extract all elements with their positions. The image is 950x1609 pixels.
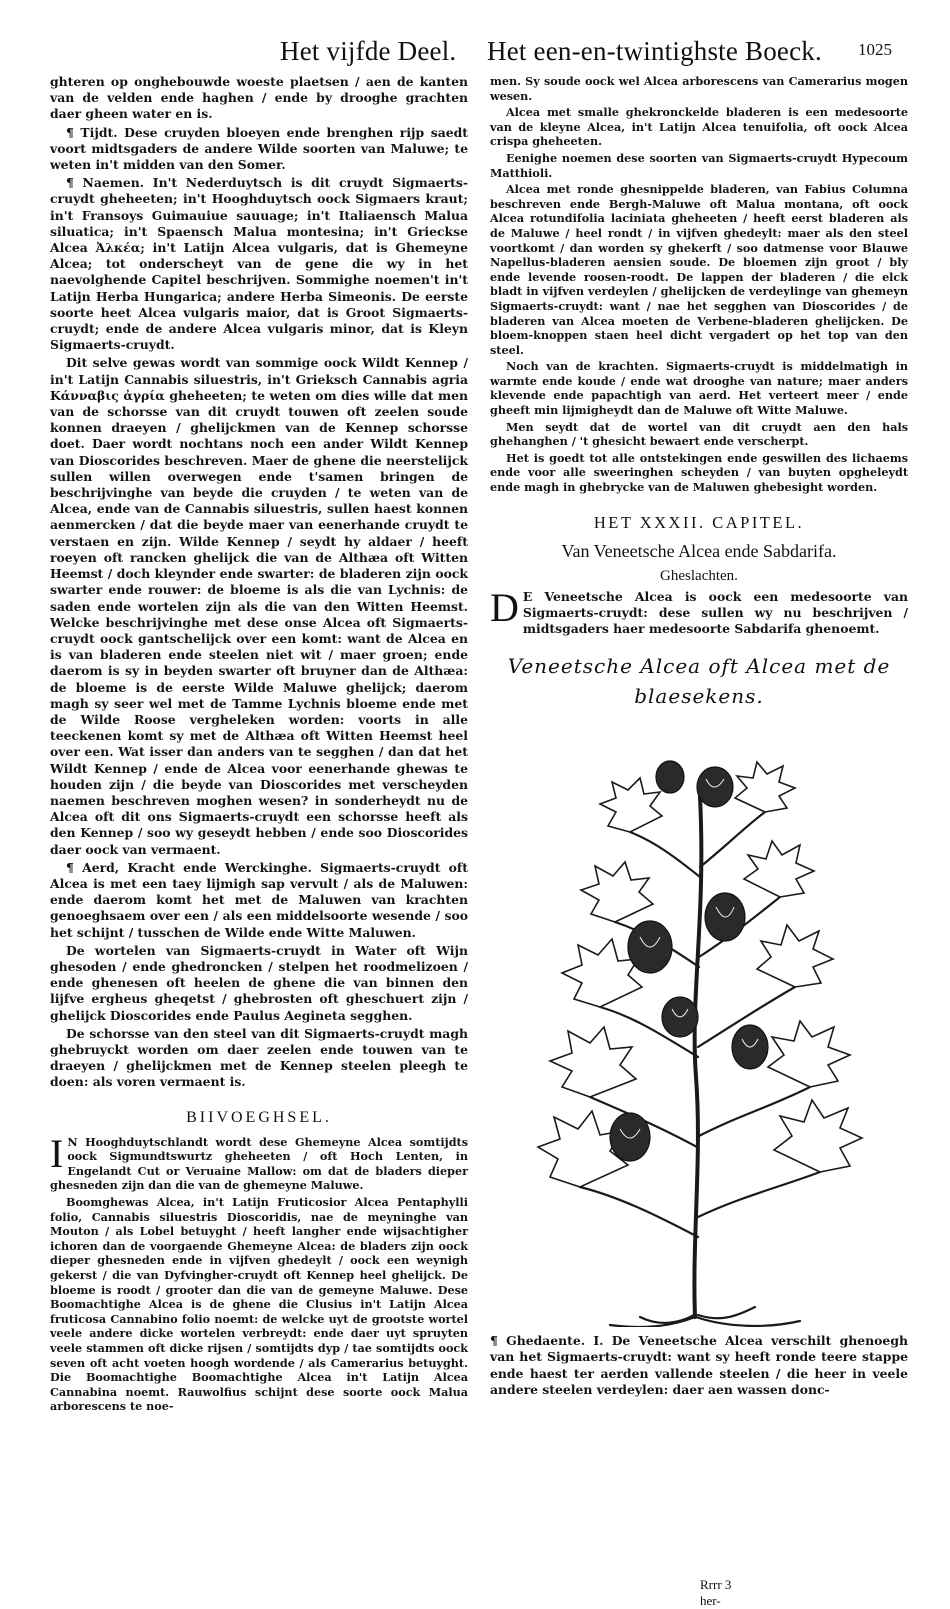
running-head-right: Het een-en-twintighste Boeck.	[487, 36, 822, 66]
signature-mark: Rrrr 3	[700, 1577, 732, 1592]
left-column	[50, 74, 468, 1416]
paragraph-wild-hemp: Dit selve gewas wordt van sommige oock Wildt Kennep / in't Latijn Cannabis siluestris, in't Grieksch Cannabis agria Κάνναβις ἀγρία gheheeten; te weten om dies wille dat men van de schorsse van dit cruydt touwen oft zeelen soude konnen draeyen / ghelijckmen van de Kennep schorsse doet. Daer wordt nochtans noch een ander Wildt Kennep van Dioscorides beschreven. Maer de ghene die neerstelijck sullen willen overwegen ende t'samen bringen de beschrijvinghe van beyde die cruyden / te weten van de Alcea, ende van de Cannabis siluestris, sullen haest konnen aenmercken / dat die beyde maer van eenerhande cruydt te verstaen en zijn. Wilde Kennep / seydt hy aldaer / heeft roeyen oft rancken ghelijck die van de Althæa oft Witten Heemst / doch kleynder ende swarter: de bladeren zijn oock swarter ende rouwer: de bloeme is als die van Lychnis: de saden ende wortelen zijn als die van den Witten Heemst. Welcke beschrijvinghe met dese onse Alcea oft Sigmaerts-cruydt oock gantschelijck over een komt: want de Alcea en is van bladeren ende steelen niet wit / maer groen; ende daerom is sy in beyden swarter oft bruyner dan de Althæa: de bloeme is de eerste Wilde Maluwe ghelijck; daerom magh sy seer wel met de Tamme Lychnis bloeme ende met de Wilde Roose vergheleken worden: voorts in alle teeckenen komt sy met de Althæa oft Witten Heemst heel over een. Wat isser dan anders van te segghen / dan dat het Wildt Kennep / ende de Alcea voor eenerhande ghewas te houden zijn / die beyde van Dioscorides met verscheyden naemen beschreven moghen wesen? in sonderheydt nu de Alcea oft dit ons Sigmaerts-cruydt een schorsse heeft als den Kennep / soo wy geseydt hebben / ende soo Dioscorides daer oock van vermaent.	[50, 355, 468, 857]
paragraph: ghteren op onghebouwde woeste plaetsen / aen de kanten van de velden ende haghen / ende by drooghe grachten daer gheen water en is.	[50, 74, 468, 122]
chapter-kinds-label: Gheslachten.	[660, 567, 738, 584]
chapter-number: HET XXXII. CAPITEL.	[593, 512, 805, 532]
chapter-intro-block	[490, 584, 908, 638]
page-number: 1025	[858, 40, 892, 59]
paragraph-time: ¶ Tijdt. Dese cruyden bloeyen ende brenghen rijp saedt voort midtsgaders de andere Wilde soorten van Maluwe; te weten in't midden van den Somer.	[50, 124, 468, 173]
paragraph-nature: ¶ Aerd, Kracht ende Werckinghe. Sigmaerts-cruydt oft Alcea is met een taey lijmigh sap vervult / als de Maluwen: ende daerom komt het met de Maluwen van krachten genoeghsaem over een / als een middelsoorte wesende / soo het schijnt / tusschen de Wilde ende Witte Maluwen.	[50, 859, 468, 940]
running-head-left: Het vijfde Deel.	[280, 36, 457, 66]
paragraph: Alcea met ronde ghesnippelde bladeren, van Fabius Columna beschreven ende Bergh-Maluwe oft Malua montana, oft oock Alcea rotundifolia laciniata gheheeten / heeft eerst bladeren als de Maluwe / heel rondt / in vijfven ghedeylt: maer als den steel voortkomt / dan worden sy ghekerft / soo datmense voor Blauwe Napellus-bladeren aensien soude. De bloemen zijn groot / bly ende levende roosen-roodt. De lappen der bladeren / die elck bladt in vijfven verdeylen / ghelijcken de verdeylinge van ghemeyn Sigmaerts-cruydt: want / nae het segghen van Dioscorides / de bladeren van Alcea moeten de Verbene-bladeren ghelijcken. De bloem-knoppen staen heel dicht vergadert op het top van den steel.	[490, 182, 908, 357]
paragraph: Alcea met smalle ghekronckelde bladeren is een medesoorte van de kleyne Alcea, in't Latijn Alcea tenuifolia, oft oock Alcea crispa gheheeten.	[490, 105, 908, 149]
paragraph-bark: De schorsse van den steel van dit Sigmaerts-cruydt magh ghebruyckt worden om daer zeelen ende touwen van te draeyen / ghelijckmen met de Kennep steelen pleegh te doen: als voren vermaent is.	[50, 1025, 468, 1090]
page-footer	[700, 1577, 950, 1609]
paragraph: Eenighe noemen dese soorten van Sigmaerts-cruydt Hypecoum Matthioli.	[490, 150, 908, 180]
paragraph-roots: De wortelen van Sigmaerts-cruydt in Water oft Wijn ghesoden / ende ghedroncken / stelpen het roodmelizoen / ende ghenesen oft heelen de ghene die van binnen den lijfve ergheus gheqetst / ghebrosten oft gheschuert zijn / ghelijck Dioscorides ende Paulus Aegineta segghen.	[50, 942, 468, 1023]
paragraph: N Hooghduytschlandt wordt dese Ghemeyne Alcea somtijdts oock Sigmundtswurtz gheheeten / oft Hoch Lenten, in Engelandt Cut or Veruaine Mallow: om dat de bladers dieper ghesneden zijn dan die van de ghemeyne Maluwe.	[50, 1134, 468, 1193]
paragraph-names: ¶ Naemen. In't Nederduytsch is dit cruydt Sigmaerts-cruydt gheheeten; in't Hooghduytsch oock Sigmaers kraut; in't Fransoys Guimauiue sauuage; in't Italiaensch Malua siluatica; in't Spaensch Malua montesina; in't Grieckse Alcea Ἀλκέα; in't Latijn Alcea vulgaris, dat is Ghemeyne Alcea; tot onderscheyt van de gene die wy in het naevolghende Capitel beschrijven. Sommighe noemen't in't Latijn Herba Hungarica; andere Herba Simeonis. De eerste soorte heet Alcea vulgaris maior, dat is Groot Sigmaerts-cruydt; ende de andere Alcea vulgaris minor, dat is Kleyn Sigmaerts-cruydt.	[50, 175, 468, 353]
chapter-intro: E Veneetsche Alcea is oock een medesoorte van Sigmaerts-cruydt: dese sullen wy nu beschrijven / midtsgaders haer medesoorte Sabdarifa ghenoemt.	[522, 588, 908, 637]
paragraph-form: ¶ Ghedaente. I. De Veneetsche Alcea verschilt ghenoegh van het Sigmaerts-cruydt: want sy heeft ronde teere stappe ende haest ter aerden vallende steelen / die heer in veele andere steelen verdeylen: daer aen wassen donc-	[490, 1333, 908, 1397]
catchword: her-	[700, 1593, 721, 1608]
paragraph-virtues: Noch van de krachten. Sigmaerts-cruydt is middelmatigh in warmte ende koude / ende wat drooghe van nature; maer anders klevende ende papachtigh van aerd. Het verteert meer / ende gheeft min lijmigheydt dan de Maluwe oft Witte Maluwe.	[490, 359, 908, 418]
paragraph: men. Sy soude oock wel Alcea arborescens van Camerarius mogen wesen.	[490, 74, 908, 103]
section-heading-bijvoeghsel: BIIVOEGHSEL.	[186, 1108, 332, 1126]
figure-caption: Veneetsche Alcea oft Alcea met de blaesekens.	[507, 654, 891, 709]
bijvoeghsel-block	[50, 1130, 468, 1193]
paragraph: Het is goedt tot alle ontstekingen ende geswillen des lichaems ende voor alle sweeringhen scheyden / van buyten opgheleydt ende magh in ghebrycke van de Maluwen ghebesight worden.	[490, 450, 908, 495]
right-column	[490, 74, 908, 1400]
paragraph: Men seydt dat de wortel van dit cruydt aen den hals ghehanghen / 't ghesicht bewaert ende verscherpt.	[490, 419, 908, 449]
drop-capital: D	[490, 584, 519, 630]
plant-woodcut	[490, 717, 908, 1327]
paragraph: Boomghewas Alcea, in't Latijn Fruticosior Alcea Pentaphylli folio, Cannabis siluestris Dioscoridis, nae de meyninghe van Mouton / als Lobel betuyght / heeft langher ende wijsachtigher ichoren dan de voorgaende Ghemeyne Alcea: de bladers zijn oock dieper ghesneden ende in vijfven ghedeylt / oock een weynigh gekerst / die van Dyfvingher-cruydt oft Kennep heel ghelijck. De bloeme is roodt / grooter dan die van de gemeyne Maluwe. Dese Boomachtighe Alcea is de ghene die Clusius in't Latijn Alcea fruticosa Cannabino folio noemt: de welcke uyt de grootste wortel veele andere dicke wortelen verbreydt: ende daer uyt spruyten veele stammen oft dicke rijsen / somtijdts dyp / tae somtijdts oock seven oft acht voeten hoogh wordende / als Camerarius betuyght. Die Boomachtighe Boomachtighe Alcea in't Latijn Alcea Cannabina noemt. Rauwolfius schijnt dese soorte oock Malua arborescens te noe-	[50, 1194, 468, 1414]
plant-illustration	[520, 717, 880, 1327]
chapter-title: Van Veneetsche Alcea ende Sabdarifa.	[561, 540, 837, 561]
drop-capital: I	[50, 1130, 64, 1176]
